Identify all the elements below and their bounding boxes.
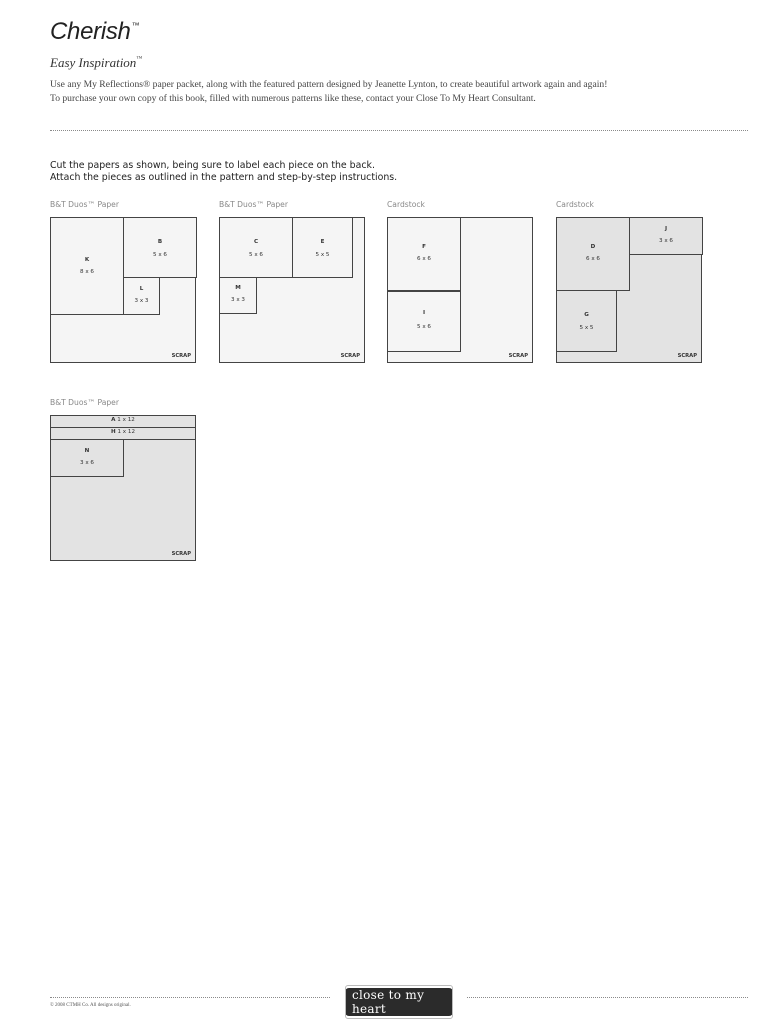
paper-sheet (50, 415, 196, 561)
piece-size: 8 x 6 (80, 269, 94, 275)
cut-piece-c (219, 217, 293, 278)
strip-label (51, 417, 195, 423)
title-text: Cherish (50, 18, 131, 45)
cut-piece-i (387, 290, 461, 352)
brand-logo-text: close to my heart (345, 985, 453, 1019)
scrap-label: SCRAP (171, 353, 191, 359)
piece-letter: H (110, 429, 116, 435)
piece-letter: M (235, 285, 241, 291)
instruction-line-1: Cut the papers as shown, being sure to label each piece on the back. (50, 160, 375, 171)
footer-divider-right (467, 997, 748, 998)
cut-piece-m (219, 277, 257, 314)
panel-label: B&T Duos™ Paper (50, 200, 119, 209)
intro-line-2: To purchase your own copy of this book, filled with numerous patterns like these, contact your Close To My Heart Consultant. (50, 93, 536, 104)
piece-letter: J (664, 226, 668, 232)
paper-sheet (50, 217, 196, 363)
cut-piece-j (629, 217, 703, 255)
footer-divider-left (50, 997, 330, 998)
piece-letter: B (157, 239, 163, 245)
piece-letter: K (84, 257, 90, 263)
piece-letter: I (422, 310, 426, 316)
piece-size: 5 x 6 (249, 252, 263, 258)
piece-size: 3 x 3 (134, 298, 149, 304)
paper-sheet (556, 217, 702, 363)
piece-letter: F (422, 244, 426, 250)
piece-size: 5 x 6 (417, 324, 431, 330)
cut-piece-g (556, 290, 617, 352)
piece-letter: G (584, 312, 589, 318)
instruction-line-2: Attach the pieces as outlined in the pattern and step-by-step instructions. (50, 172, 398, 183)
scrap-label: SCRAP (171, 551, 191, 557)
scrap-label: SCRAP (340, 353, 360, 359)
strip-label (51, 429, 195, 435)
piece-size: 5 x 6 (153, 252, 167, 258)
scrap-label: SCRAP (677, 353, 697, 359)
piece-size: 3 x 6 (80, 460, 94, 466)
piece-letter: N (84, 448, 90, 454)
piece-letter: A (111, 417, 116, 423)
cut-piece-l (123, 277, 160, 315)
piece-size: 3 x 6 (659, 238, 673, 244)
cut-piece-n (50, 439, 124, 477)
panel-label: Cardstock (387, 200, 425, 209)
panel-label: B&T Duos™ Paper (219, 200, 288, 209)
subtitle-trademark-mark: ™ (136, 56, 143, 62)
panel-label: B&T Duos™ Paper (50, 398, 119, 407)
scrap-label: SCRAP (508, 353, 528, 359)
section-divider (50, 130, 748, 131)
subtitle-text: Easy Inspiration (50, 55, 137, 70)
page-subtitle (50, 55, 142, 71)
paper-sheet (387, 217, 533, 363)
piece-letter: D (590, 244, 596, 250)
cut-piece-b (123, 217, 197, 278)
cut-piece-f (387, 217, 461, 291)
trademark-mark: ™ (131, 21, 140, 30)
piece-size: 6 x 6 (417, 256, 431, 262)
cut-piece-e (292, 217, 353, 278)
piece-size: 5 x 5 (315, 252, 330, 258)
panel-label: Cardstock (556, 200, 594, 209)
brand-logo (345, 988, 453, 1016)
intro-text (50, 78, 750, 106)
paper-sheet (219, 217, 365, 363)
intro-line-1: Use any My Reflections® paper packet, along with the featured pattern designed by Jeanette Lynton, to create beautiful artwork again and again! (50, 79, 608, 90)
piece-size: 1 x 12 (117, 429, 135, 435)
cut-piece-d (556, 217, 630, 291)
page-title (50, 18, 139, 46)
piece-letter: C (253, 239, 259, 245)
piece-size: 6 x 6 (586, 256, 600, 262)
piece-letter: L (139, 286, 144, 292)
cutting-instructions (50, 160, 397, 184)
piece-letter: E (320, 239, 325, 245)
piece-size: 1 x 12 (117, 417, 135, 423)
copyright-notice: © 2008 CTMH Co. All designs original. (50, 1003, 131, 1008)
piece-size: 3 x 3 (231, 297, 245, 303)
piece-size: 5 x 5 (579, 325, 594, 331)
cut-piece-k (50, 217, 124, 315)
